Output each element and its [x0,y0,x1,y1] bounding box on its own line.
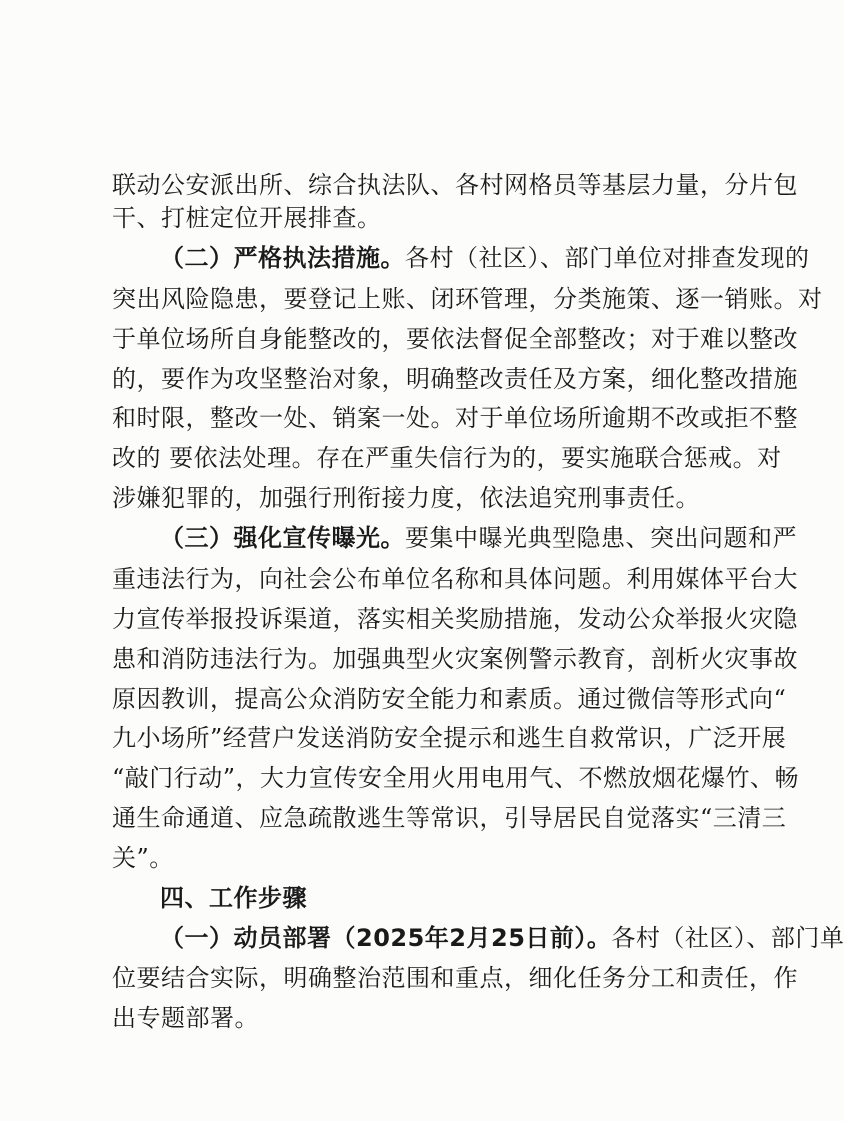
section-four-heading: 四、工作步骤 [160,884,307,912]
text-line: “敲门行动”，大力宣传安全用火用电用气、不燃放烟花爆竹、畅 [112,764,800,792]
text-line: 干、打桩定位开展排查。 [112,204,382,232]
text-line: 和时限，整改一处、销案一处。对于单位场所逾期不改或拒不整 [112,404,798,432]
text-line: 重违法行为，向社会公布单位名称和具体问题。利用媒体平台大 [112,565,798,593]
step-one-line: （一）动员部署（2025年2月25日前）。各村（社区）、部门单 [160,924,844,952]
text-line: 位要结合实际，明确整治范围和重点，细化任务分工和责任，作 [112,964,798,992]
step-one-title: （一）动员部署（2025年2月25日前）。 [160,924,612,952]
text-line: 九小场所”经营户发送消防安全提示和逃生自救常识，广泛开展 [112,724,787,752]
text-line: 联动公安派出所、综合执法队、各村网格员等基层力量，分片包 [112,171,798,199]
section-three-line: （三）强化宣传曝光。要集中曝光典型隐患、突出问题和严 [160,524,797,552]
text-line: 患和消防违法行为。加强典型火灾案例警示教育，剖析火灾事故 [112,645,798,673]
text-line: 力宣传举报投诉渠道，落实相关奖励措施，发动公众举报火灾隐 [112,605,798,633]
text-line: 于单位场所自身能整改的，要依法督促全部整改；对于难以整改 [112,325,798,353]
text-line: 突出风险隐患，要登记上账、闭环管理，分类施策、逐一销账。对 [112,285,823,313]
text-line: 出专题部署。 [112,1004,259,1032]
text-line: 关”。 [112,844,174,872]
text-line: 改的 要依法处理。存在严重失信行为的，要实施联合惩戒。对 [112,444,782,472]
text-line: 涉嫌犯罪的，加强行刑衔接力度，依法追究刑事责任。 [112,484,700,512]
section-two-line: （二）严格执法措施。各村（社区）、部门单位对排查发现的 [160,244,810,272]
text-line: 通生命通道、应急疏散逃生等常识，引导居民自觉落实“三清三 [112,804,787,832]
section-three-title: （三）强化宣传曝光。 [160,524,405,552]
text-line: 的，要作为攻坚整治对象，明确整改责任及方案，细化整改措施 [112,365,798,393]
text-line: 原因教训，提高公众消防安全能力和素质。通过微信等形式向“ [112,685,787,713]
section-two-title: （二）严格执法措施。 [160,244,405,272]
